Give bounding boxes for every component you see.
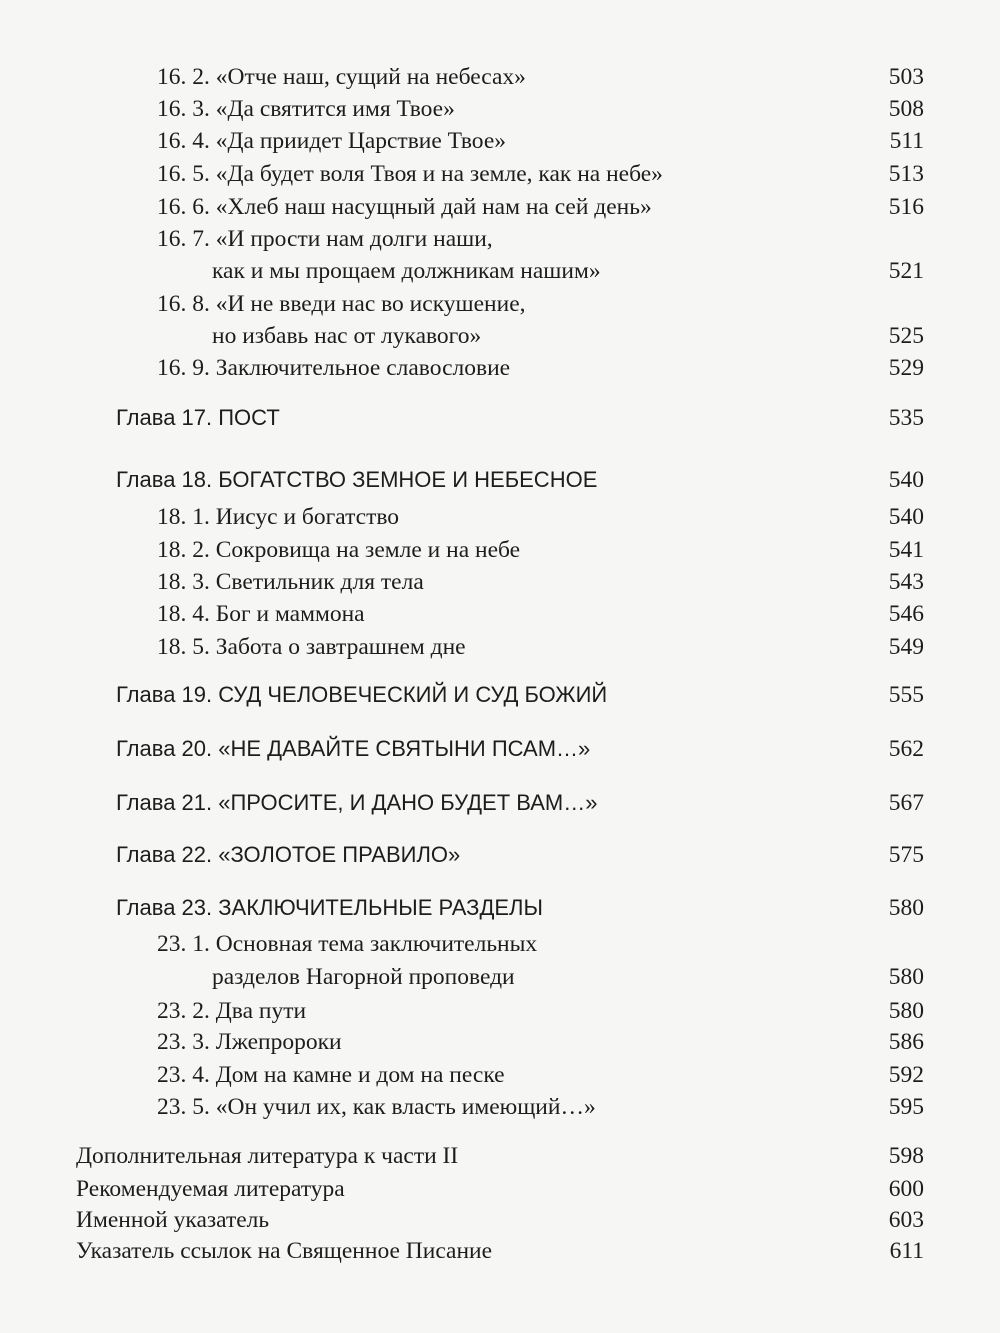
toc-entry-title: 16. 5. «Да будет воля Твоя и на земле, как на небе»: [157, 161, 663, 187]
toc-entry-page-number: 562: [888, 736, 924, 762]
toc-entry-page-number: 603: [888, 1207, 924, 1233]
toc-entry-title: 16. 6. «Хлеб наш насущный дай нам на сей день»: [157, 194, 652, 220]
toc-entry-title: 18. 3. Светильник для тела: [157, 569, 424, 595]
toc-entry-title: 18. 4. Бог и маммона: [157, 601, 365, 627]
toc-entry-title: разделов Нагорной проповеди: [212, 964, 515, 990]
toc-entry-title: 23. 4. Дом на камне и дом на песке: [157, 1062, 505, 1088]
toc-entry-page-number: 541: [888, 537, 924, 563]
toc-entry-page-number: 580: [888, 895, 924, 921]
toc-entry-page-number: 575: [888, 842, 924, 868]
toc-entry-title: Дополнительная литература к части II: [76, 1143, 459, 1169]
toc-entry-title: Глава 18. БОГАТСТВО ЗЕМНОЕ И НЕБЕСНОЕ: [116, 467, 598, 492]
toc-entry-page-number: 540: [888, 467, 924, 493]
toc-entry-title: 18. 5. Забота о завтрашнем дне: [157, 634, 466, 660]
toc-entry-page-number: 535: [888, 405, 924, 431]
toc-entry-page-number: 549: [888, 634, 924, 660]
toc-entry-title: 23. 5. «Он учил их, как власть имеющий…»: [157, 1094, 596, 1120]
toc-entry-title: 23. 1. Основная тема заключительных: [157, 931, 538, 957]
toc-entry-page-number: 567: [888, 790, 924, 816]
toc-entry-title: 16. 9. Заключительное славословие: [157, 355, 511, 381]
toc-entry-title: Глава 20. «НЕ ДАВАЙТЕ СВЯТЫНИ ПСАМ…»: [116, 736, 591, 761]
toc-entry-page-number: 521: [888, 258, 924, 284]
toc-entry-page-number: 598: [888, 1143, 924, 1169]
toc-entry-title: Глава 17. ПОСТ: [116, 405, 280, 430]
toc-entry-page-number: 525: [888, 323, 924, 349]
toc-entry-title: Глава 22. «ЗОЛОТОЕ ПРАВИЛО»: [116, 842, 461, 867]
toc-entry-page-number: 543: [888, 569, 924, 595]
toc-entry-page-number: 595: [888, 1094, 924, 1120]
toc-entry-title: 16. 7. «И прости нам долги наши,: [157, 226, 493, 252]
toc-entry-title: 18. 2. Сокровища на земле и на небе: [157, 537, 521, 563]
toc-entry-title: Именной указатель: [76, 1207, 270, 1233]
toc-entry-title: Глава 19. СУД ЧЕЛОВЕЧЕСКИЙ И СУД БОЖИЙ: [116, 682, 608, 707]
toc-entry-page-number: 546: [888, 601, 924, 627]
toc-entry-page-number: 580: [888, 964, 924, 990]
toc-entry-title: но избавь нас от лукавого»: [212, 323, 482, 349]
toc-entry-title: 16. 8. «И не введи нас во искушение,: [157, 291, 526, 317]
toc-entry-title: Рекомендуемая литература: [76, 1176, 345, 1202]
toc-entry-page-number: 600: [888, 1176, 924, 1202]
toc-entry-title: Указатель ссылок на Священное Писание: [76, 1238, 493, 1264]
toc-entry-page-number: 513: [888, 161, 924, 187]
toc-entry-title: 16. 3. «Да святится имя Твое»: [157, 96, 455, 122]
toc-entry-title: 16. 4. «Да приидет Царствие Твое»: [157, 128, 507, 154]
toc-entry-page-number: 511: [889, 128, 924, 154]
toc-entry-page-number: 592: [888, 1062, 924, 1088]
toc-entry-title: 16. 2. «Отче наш, сущий на небесах»: [157, 64, 526, 90]
toc-entry-title: Глава 21. «ПРОСИТЕ, И ДАНО БУДЕТ ВАМ…»: [116, 790, 598, 815]
toc-entry-page-number: 580: [888, 998, 924, 1024]
toc-entry-title: 23. 3. Лжепророки: [157, 1029, 342, 1055]
toc-entry-page-number: 586: [888, 1029, 924, 1055]
toc-entry-title: 18. 1. Иисус и богатство: [157, 504, 400, 530]
toc-entry-title: 23. 2. Два пути: [157, 998, 307, 1024]
toc-entry-page-number: 555: [888, 682, 924, 708]
toc-entry-page-number: 540: [888, 504, 924, 530]
toc-entry-title: Глава 23. ЗАКЛЮЧИТЕЛЬНЫЕ РАЗДЕЛЫ: [116, 895, 543, 920]
toc-entry-title: как и мы прощаем должникам нашим»: [212, 258, 601, 284]
toc-entry-page-number: 516: [888, 194, 924, 220]
toc-entry-page-number: 611: [889, 1238, 924, 1264]
toc-entry-page-number: 503: [888, 64, 924, 90]
toc-entry-page-number: 529: [888, 355, 924, 381]
toc-entry-page-number: 508: [888, 96, 924, 122]
